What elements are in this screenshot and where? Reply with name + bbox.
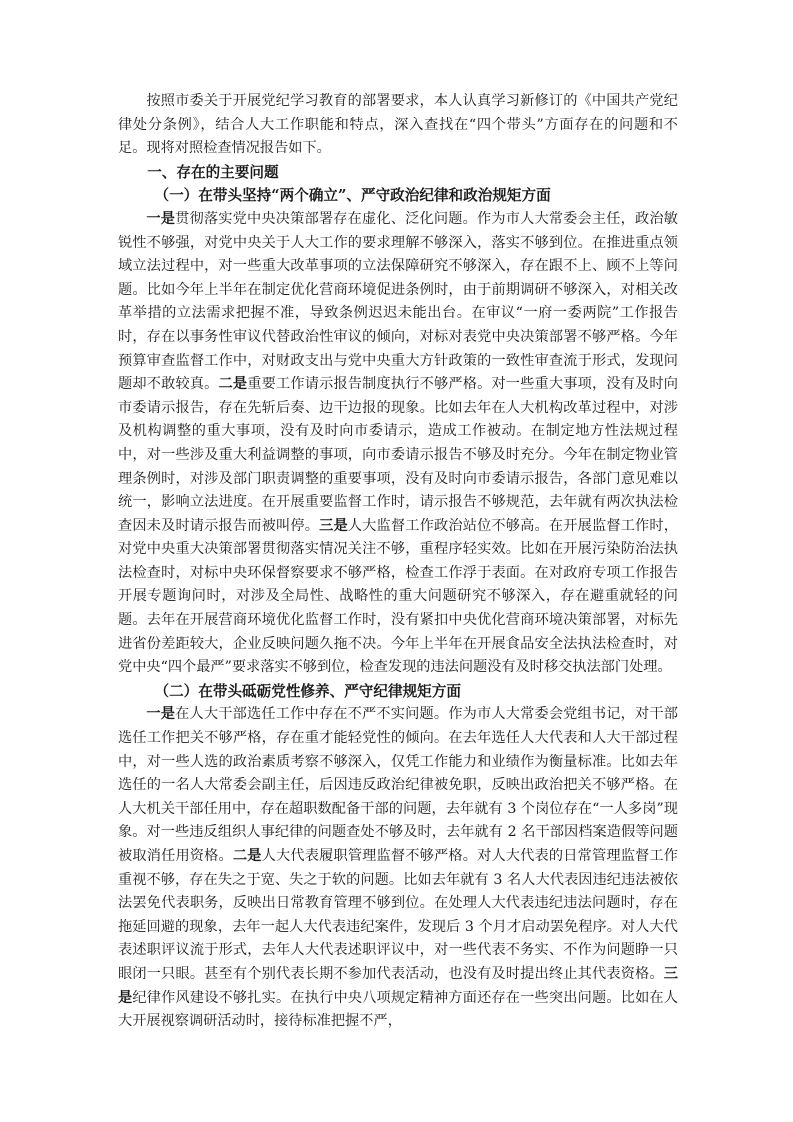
point-text: 贯彻落实党中央决策部署存在虚化、泛化问题。作为市人大常委会主任，政治敏锐性不够强，对党中央关于人大工作的要求理解不够深入，落实不够到位。在推进重点领域立法过程中，对一些重大改革事项的立法保障研究不够深入，存在跟不上、顾不上等问题。比如今年上半年在制定优化营商环境促进条例时，由于前期调研不够深入，对相关改革举措的立法需求把握不准，导致条例迟迟未能出台。在审议“一府一委两院”工作报告时，存在以事务性审议代替政治性审议的倾向，对标对表党中央决策部署不够严格。今年预算审查监督工作中，对财政支出与党中央重大方针政策的一致性审查流于形式，发现问题却不敢较真。 — [118, 210, 678, 393]
point-text: 人大代表履职管理监督不够严格。对人大代表的日常管理监督工作重视不够，存在失之于宽、失之于软的问题。比如去年就有 3 名人大代表因违纪违法被依法罢免代表职务，反映出日常教育管理不够到位。在处理人大代表违纪违法问题时，存在拖延回避的现象，去年一起人大代表违纪案件，发现后 3 个月才启动罢免程序。对人大代表述职评议流于形式，去年人大代表述职评议中，对一些代表不务实、不作为问题睁一只眼闭一只眼。甚至有个别代表长期不参加代表活动，也没有及时提出终止其代表资格。 — [118, 848, 678, 982]
point-marker: 一是 — [146, 706, 176, 723]
point-marker: 二是 — [218, 376, 248, 393]
subsection-heading-2: （二）在带头砥砺党性修养、严守纪律规矩方面 — [154, 682, 461, 700]
point-text: 重要工作请示报告制度执行不够严格。对一些重大事项，没有及时向市委请示报告，存在先斩后奏、边干边报的现象。比如去年在人大机构改革过程中，对涉及机构调整的重大事项，没有及时向市委请示，造成工作被动。在制定地方性法规过程中，对一些涉及重大利益调整的事项，向市委请示报告不够及时充分。今年在制定物业管理条例时，对涉及部门职责调整的重要事项，没有及时向市委请示报告，各部门意见难以统一，影响立法进度。在开展重要监督工作时，请示报告不够规范，去年就有两次执法检查因未及时请示报告而被叫停。 — [118, 376, 678, 534]
document-page — [118, 90, 678, 1034]
subsection-1-body — [118, 208, 678, 680]
point-text: 人大监督工作政治站位不够高。在开展监督工作时，对党中央重大决策部署贯彻落实情况关注不够，重程序轻实效。比如在开展污染防治法执法检查时，对标中央环保督察要求不够严格，检查工作浮于表面。在对政府专项工作报告开展专题询问时，对涉及全局性、战略性的重大问题研究不够深入，存在避重就轻的问题。去年在开展营商环境优化监督工作时，没有紧扣中央优化营商环境决策部署，对标先进省份差距较大，企业反映问题久拖不决。今年上半年在开展食品安全法执法检查时，对党中央“四个最严”要求落实不够到位，检查发现的违法问题没有及时移交执法部门处理。 — [118, 517, 678, 676]
intro-paragraph: 按照市委关于开展党纪学习教育的部署要求，本人认真学习新修订的《中国共产党纪律处分条例》，结合人大工作职能和特点，深入查找在“四个带头”方面存在的问题和不足。现将对照检查情况报告如下。 — [118, 93, 678, 157]
point-marker: 一是 — [146, 210, 176, 227]
section-heading: 一、存在的主要问题 — [147, 163, 279, 181]
point-marker: 二是 — [232, 848, 262, 864]
point-text: 纪律作风建设不够扎实。在执行中央八项规定精神方面还存在一些突出问题。比如在人大开展视察调研活动时，接待标准把握不严， — [118, 989, 678, 1030]
subsection-heading-1: （一）在带头坚持“两个确立”、严守政治纪律和政治规矩方面 — [154, 187, 551, 205]
subsection-2-body — [118, 703, 678, 1033]
point-text: 在人大干部选任工作中存在不严不实问题。作为市人大常委会党组书记，对干部选任工作把关不够严格，存在重才能轻党性的倾向。在去年选任人大代表和人大干部过程中，对一些人选的政治素质考察不够深入，仅凭工作能力和业绩作为衡量标准。比如去年选任的一名人大常委会副主任，后因违反政治纪律被免职，反映出政治把关不够严格。在人大机关干部任用中，存在超职数配备干部的问题，去年就有 3 个岗位存在“一人多岗”现象。对一些违反组织人事纪律的问题查处不够及时，去年就有 2 名干部因档案造假等问题被取消任用资格。 — [118, 706, 678, 864]
point-marker: 三是 — [319, 517, 348, 534]
point-marker: 三是 — [118, 965, 678, 1006]
